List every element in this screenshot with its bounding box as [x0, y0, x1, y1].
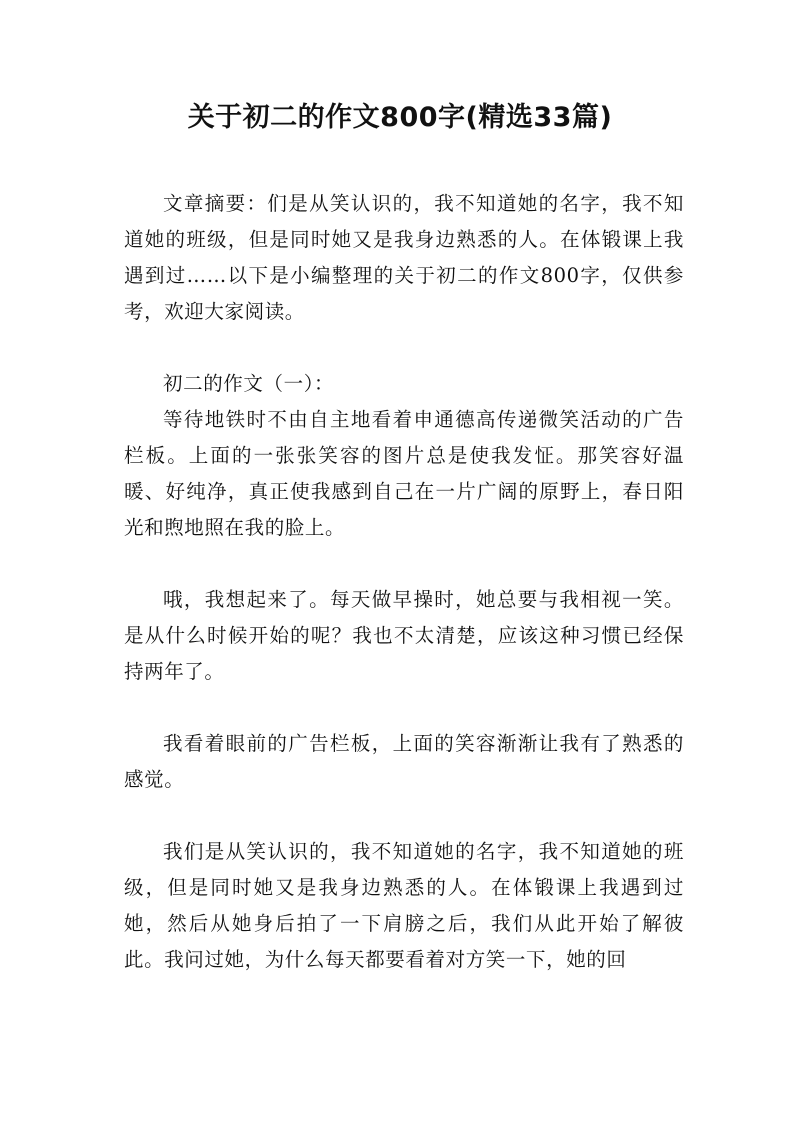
paragraph-spacer — [124, 546, 684, 582]
summary-paragraph: 文章摘要：们是从笑认识的，我不知道她的名字，我不知道她的班级，但是同时她又是我身边熟悉的人。在体锻课上我遇到过……以下是小编整理的关于初二的作文800字，仅供参考，欢迎大家阅读。 — [124, 192, 684, 323]
body-paragraph-1: 等待地铁时不由自主地看着申通德高传递微笑活动的广告栏板。上面的一张张笑容的图片总是使我发怔。那笑容好温暖、好纯净，真正使我感到自己在一片广阔的原野上，春日阳光和煦地照在我的脸上。 — [124, 408, 684, 539]
paragraph-spacer — [124, 798, 684, 834]
document-body — [124, 186, 684, 978]
document-title: 关于初二的作文800字(精选33篇) — [187, 102, 613, 133]
paragraph-spacer — [124, 330, 684, 366]
body-paragraph-2: 哦，我想起来了。每天做早操时，她总要与我相视一笑。是从什么时候开始的呢？我也不太清楚，应该这种习惯已经保持两年了。 — [124, 588, 684, 683]
paragraph-spacer — [124, 690, 684, 726]
section-heading: 初二的作文（一）： — [163, 372, 335, 395]
body-paragraph-3: 我看着眼前的广告栏板，上面的笑容渐渐让我有了熟悉的感觉。 — [124, 732, 684, 791]
body-paragraph-4: 我们是从笑认识的，我不知道她的名字，我不知道她的班级，但是同时她又是我身边熟悉的人。在体锻课上我遇到过她，然后从她身后拍了一下肩膀之后，我们从此开始了解彼此。我问过她，为什么每天都要看着对方笑一下，她的回 — [124, 840, 684, 971]
